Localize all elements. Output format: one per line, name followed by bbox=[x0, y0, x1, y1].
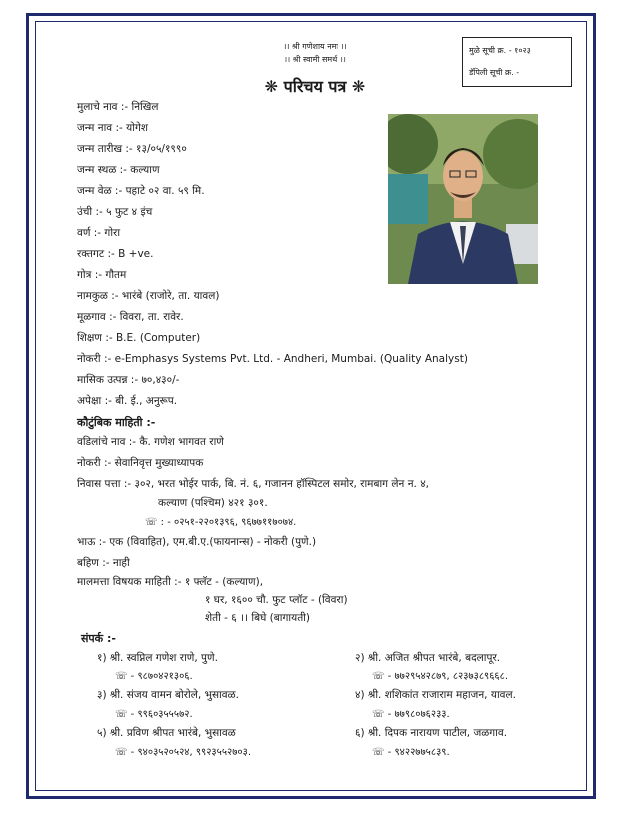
family-address-line-2: कल्याण (पश्चिम) ४२१ ३०१. bbox=[158, 497, 268, 509]
family-address-line-1: निवास पत्ता :- ३०२, भरत भोईर पार्क, बि. नं. ६, गजानन हॉस्पिटल समोर, रामबाग लेन न. ४, bbox=[77, 478, 430, 490]
family-brother: भाऊ :- एक (विवाहित), एम.बी.ए.(फायनान्स) - नोकरी (पुणे.) bbox=[77, 536, 317, 548]
invocation-line-1: ।। श्री गणेशाय नमः ।। bbox=[283, 42, 347, 51]
family-job: नोकरी :- सेवानिवृत्त मुख्याध्यापक bbox=[77, 457, 204, 469]
field-native-place: मूळगाव :- विवरा, ता. रावेर. bbox=[77, 311, 184, 323]
family-sister: बहिण :- नाही bbox=[77, 557, 130, 569]
reference-line-1: मुळे सूची क्र. - १०२३ bbox=[469, 46, 531, 55]
field-education: शिक्षण :- B.E. (Computer) bbox=[77, 332, 201, 344]
field-surname-clan: नामकुळ :- भारंबे (राजोरे, ता. यावल) bbox=[77, 290, 220, 302]
contact-1-name: १) श्री. स्वप्निल गणेश राणे, पुणे. bbox=[97, 652, 218, 664]
family-property-line-1: मालमत्ता विषयक माहिती :- १ फ्लॅट - (कल्याण), bbox=[77, 576, 264, 588]
contact-4-phone: ☏ - ७७९८०७६२३३. bbox=[372, 709, 450, 720]
contact-1-phone: ☏ - ९८७०४२१३०६. bbox=[115, 671, 193, 682]
reference-line-2: डॅपिली सूची क्र. - bbox=[469, 68, 520, 77]
field-birth-name: जन्म नाव :- योगेश bbox=[77, 122, 148, 134]
family-father: वडिलांचे नाव :- कै. गणेश भागवत राणे bbox=[77, 436, 224, 448]
profile-photo bbox=[388, 114, 538, 284]
field-height: उंची :- ५ फुट ४ इंच bbox=[77, 206, 153, 218]
invocation-line-2: ।। श्री स्वामी समर्थ ।। bbox=[284, 55, 346, 64]
contact-6-name: ६) श्री. दिपक नारायण पाटील, जळगाव. bbox=[355, 727, 508, 739]
field-expectation: अपेक्षा :- बी. ई., अनुरूप. bbox=[77, 395, 178, 407]
contacts-heading: संपर्क :- bbox=[81, 632, 116, 645]
contact-3-phone: ☏ - ९९६०३५५५७२. bbox=[115, 709, 193, 720]
contact-5-phone: ☏ - ९४०३५२०५२४, ९९२३५५२७०३. bbox=[115, 747, 252, 758]
field-complexion: वर्ण :- गोरा bbox=[77, 227, 121, 239]
contact-2-name: २) श्री. अजित श्रीपत भारंबे, बदलापूर. bbox=[355, 652, 501, 664]
field-birth-place: जन्म स्थळ :- कल्याण bbox=[77, 164, 160, 176]
contact-2-phone: ☏ - ७७२९५४२८७९, ८२३७३८९६६८. bbox=[372, 671, 509, 682]
page-title: ❋ परिचय पत्र ❋ bbox=[264, 77, 366, 96]
field-income: मासिक उत्पन्न :- ७०,४३०/- bbox=[77, 374, 180, 386]
family-heading: कौटुंबिक माहिती :- bbox=[77, 416, 156, 429]
field-blood-group: रक्तगट :- B +ve. bbox=[77, 248, 154, 260]
family-property-line-3: शेती - ६ ।। बिघे (बागायती) bbox=[205, 612, 310, 624]
contact-3-name: ३) श्री. संजय वामन बोरोले, भुसावळ. bbox=[97, 689, 239, 701]
field-birth-date: जन्म तारीख :- १३/०५/१९९० bbox=[77, 143, 187, 155]
field-job: नोकरी :- e-Emphasys Systems Pvt. Ltd. - Andheri, Mumbai. (Quality Analyst) bbox=[77, 353, 468, 365]
family-property-line-2: १ घर, १६०० चौ. फुट प्लॉट - (विवरा) bbox=[205, 594, 348, 606]
contact-6-phone: ☏ - ९४२२७७५८३९. bbox=[372, 747, 450, 758]
field-name: मुलाचे नाव :- निखिल bbox=[77, 101, 159, 113]
field-birth-time: जन्म वेळ :- पहाटे ०२ वा. ५९ मि. bbox=[77, 185, 205, 197]
family-phone: ☏ : - ०२५१-२२०१३९६, ९६७७११७०७४. bbox=[145, 517, 297, 528]
contact-4-name: ४) श्री. शशिकांत राजाराम महाजन, यावल. bbox=[355, 689, 516, 701]
contact-5-name: ५) श्री. प्रविण श्रीपत भारंबे, भुसावळ bbox=[97, 727, 236, 739]
field-gotra: गोत्र :- गौतम bbox=[77, 269, 127, 281]
